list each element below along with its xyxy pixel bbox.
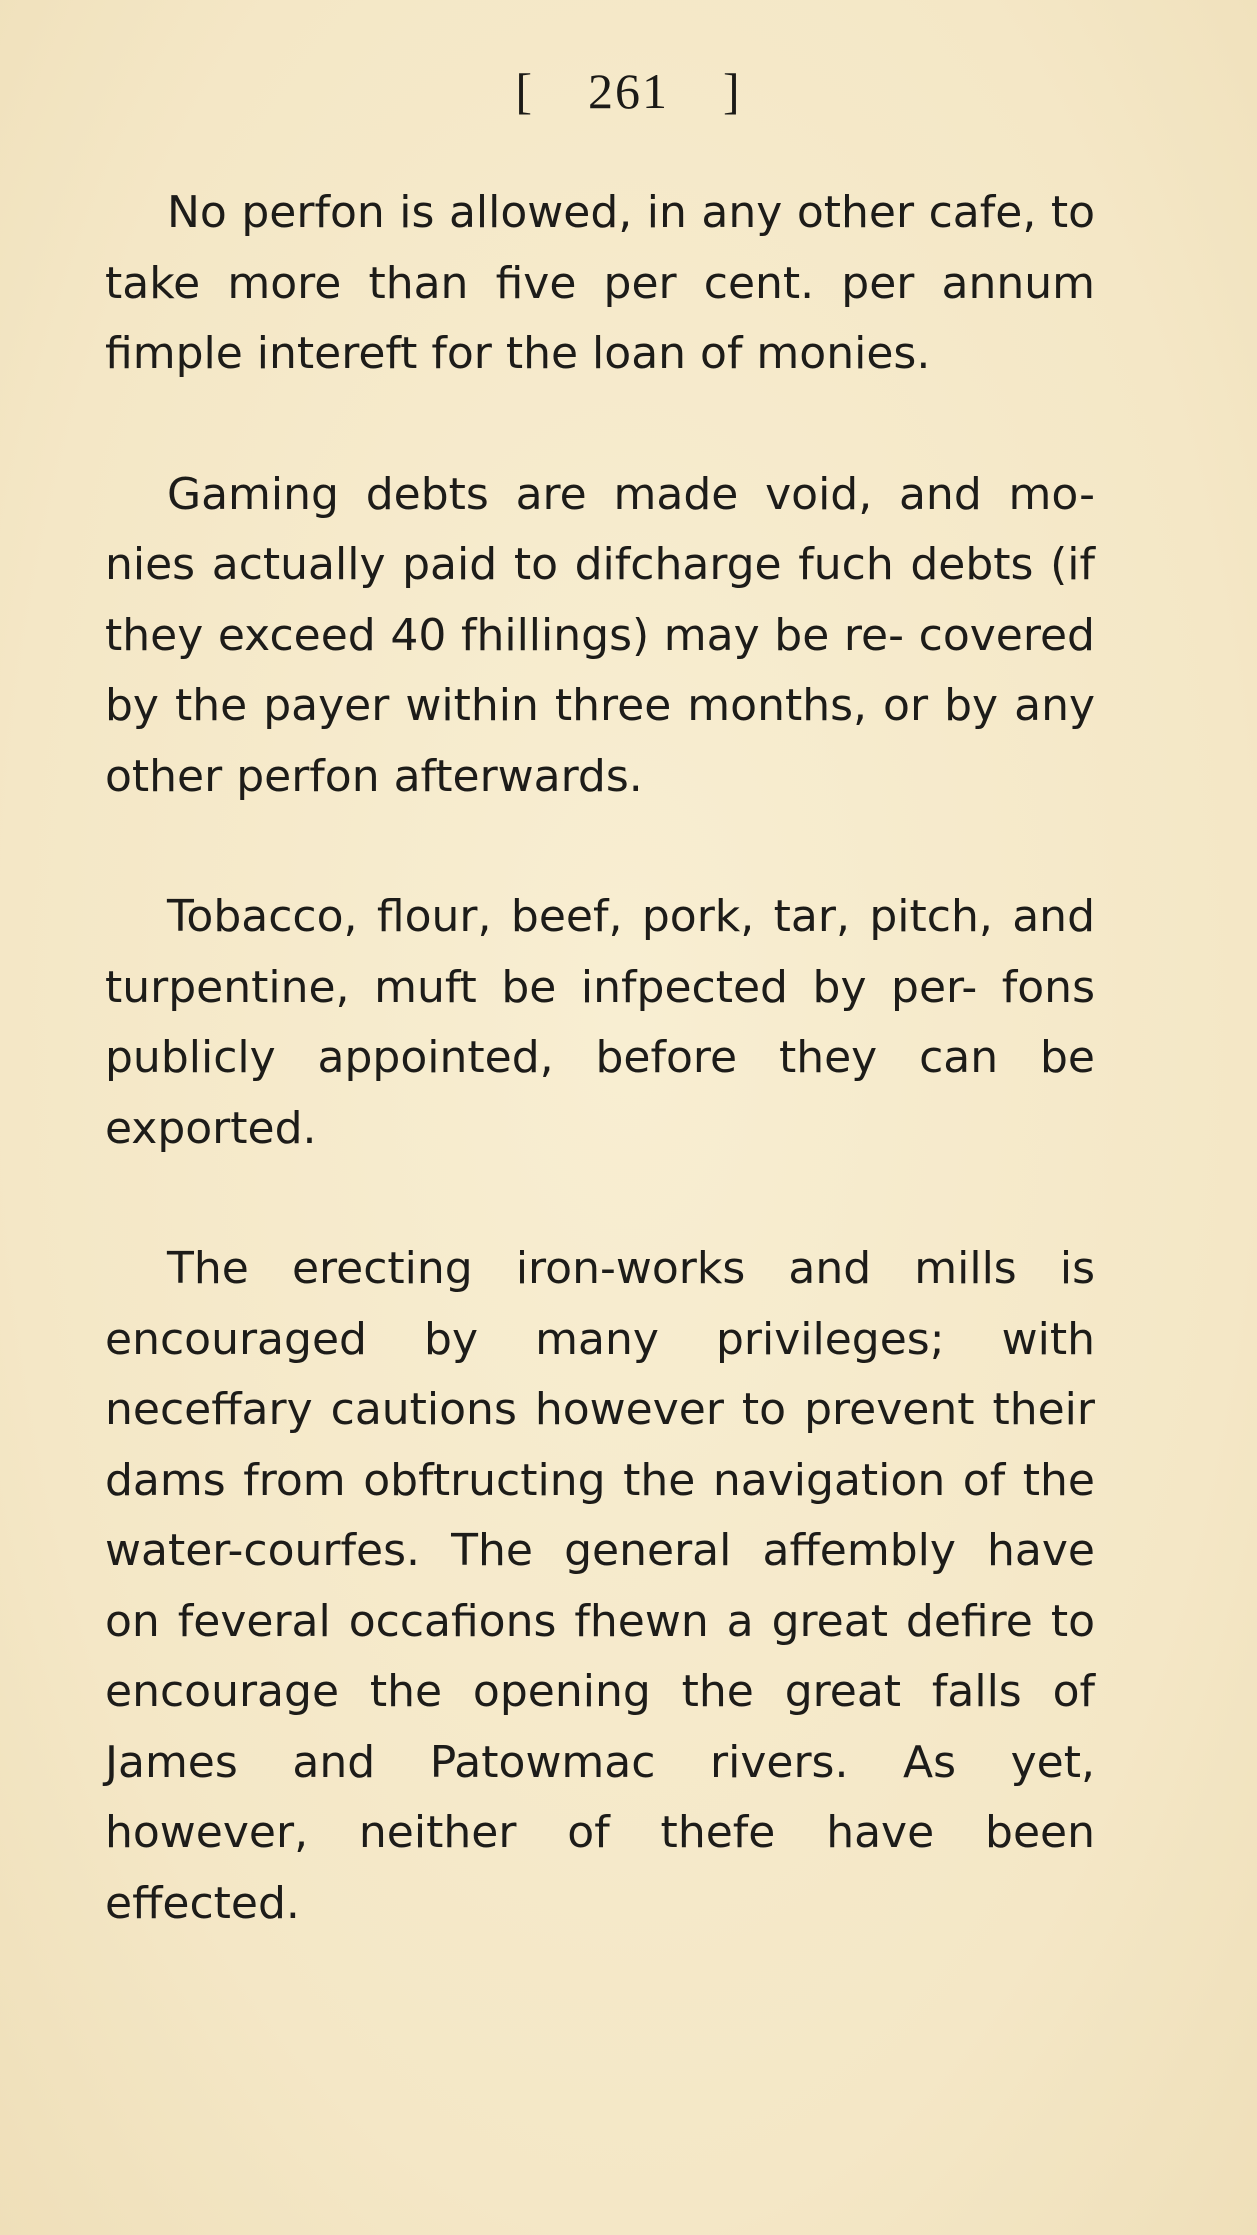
paragraph-iron-works: The erecting iron-works and mills is encouraged by many privileges; with neceffary cautions however to prevent their dams from obftructing the navigation of the water-courfes. The general affembly have on feveral occafions fhewn a great defire to encourage the opening the great falls of James and Patowmac rivers. As yet, however, neither of thefe have been effected. <box>105 1243 1095 1929</box>
right-bracket: ] <box>723 63 742 119</box>
paragraph-inspection: Tobacco, flour, beef, pork, tar, pitch, and turpentine, muft be infpected by per- fons publicly appointed, before they can be exported. <box>105 891 1095 1154</box>
page-header <box>0 62 1257 120</box>
left-bracket: [ <box>515 63 534 119</box>
paragraph-interest: No perfon is allowed, in any other cafe, to take more than five per cent. per annum fimple intereft for the loan of monies. <box>105 187 1095 379</box>
page-body <box>105 178 1095 1939</box>
paragraph-gaming-debts: Gaming debts are made void, and mo- nies actually paid to difcharge fuch debts (if they exceed 40 fhillings) may be re- covered by the payer within three months, or by any other perfon afterwards. <box>105 468 1095 802</box>
page-number: 261 <box>588 63 669 119</box>
